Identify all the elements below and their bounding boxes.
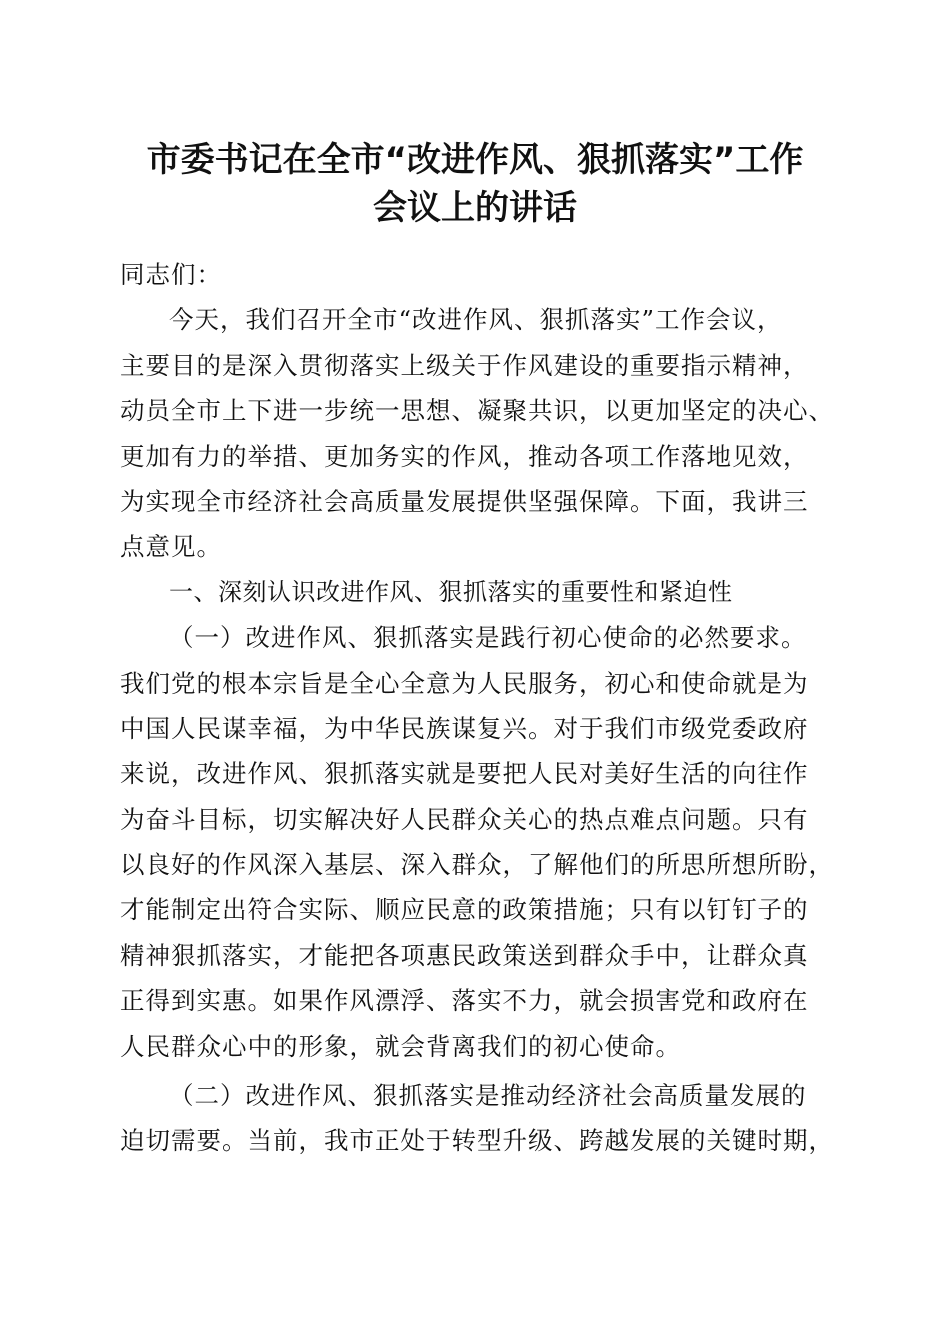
subsection-heading-2: （二）改进作风、狠抓落实是推动经济社会高质量发展的: [169, 1081, 807, 1111]
title-line-2: 会议上的讲话: [373, 188, 577, 228]
section-heading-1: 一、深刻认识改进作风、狠抓落实的重要性和紧迫性: [169, 577, 733, 606]
intro-line: 为实现全市经济社会高质量发展提供坚强保障。下面，我讲三: [120, 486, 809, 516]
paragraph-line: 以良好的作风深入基层、深入群众，了解他们的所思所想所盼，: [120, 850, 834, 880]
paragraph-line: 迫切需要。当前，我市正处于转型升级、跨越发展的关键时期，: [120, 1126, 834, 1156]
intro-line: 点意见。: [120, 532, 222, 562]
document-body: [120, 252, 838, 1164]
paragraph-line: 中国人民谋幸福，为中华民族谋复兴。对于我们市级党委政府: [120, 713, 809, 743]
paragraph-line: 才能制定出符合实际、顺应民意的政策措施；只有以钉钉子的: [120, 895, 809, 925]
document-title: [100, 136, 850, 232]
paragraph-line: 来说，改进作风、狠抓落实就是要把人民对美好生活的向往作: [120, 759, 809, 789]
paragraph-line: 为奋斗目标，切实解决好人民群众关心的热点难点问题。只有: [120, 804, 809, 834]
intro-line: 今天，我们召开全市“改进作风、狠抓落实”工作会议，: [169, 305, 783, 335]
paragraph-line: 正得到实惠。如果作风漂浮、落实不力，就会损害党和政府在: [120, 986, 809, 1016]
intro-line: 主要目的是深入贯彻落实上级关于作风建设的重要指示精神，: [120, 350, 809, 380]
title-line-1: 市委书记在全市“改进作风、狠抓落实”工作: [146, 140, 804, 180]
paragraph-line: 精神狠抓落实，才能把各项惠民政策送到群众手中，让群众真: [120, 940, 809, 970]
paragraph-line: 我们党的根本宗旨是全心全意为人民服务，初心和使命就是为: [120, 668, 809, 698]
paragraph-line: 人民群众心中的形象，就会背离我们的初心使命。: [120, 1031, 681, 1061]
intro-line: 更加有力的举措、更加务实的作风，推动各项工作落地见效，: [120, 441, 809, 471]
subsection-heading-1: （一）改进作风、狠抓落实是践行初心使命的必然要求。: [169, 623, 807, 653]
salutation: 同志们：: [120, 260, 222, 289]
intro-line: 动员全市上下进一步统一思想、凝聚共识，以更加坚定的决心、: [120, 396, 834, 426]
